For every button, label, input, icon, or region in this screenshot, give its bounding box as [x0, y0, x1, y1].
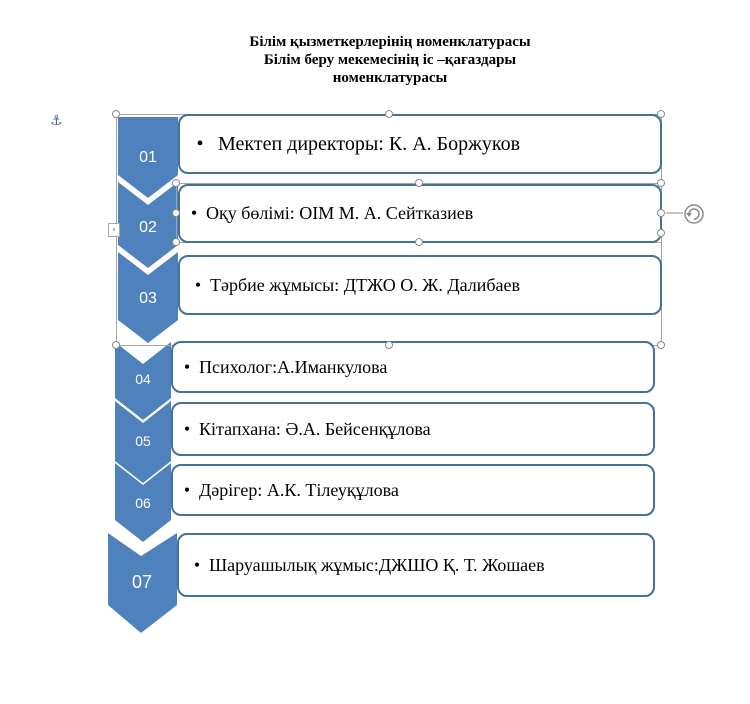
step-text-01: Мектеп директоры: К. А. Боржуков — [218, 132, 521, 155]
step-text-03: Тәрбие жұмысы: ДТЖО О. Ж. Далибаев — [210, 274, 521, 295]
bullet: • — [193, 554, 201, 575]
rotate-handle-icon[interactable] — [683, 203, 705, 225]
step-text-02: Оқу бөлімі: ОІМ М. А. Сейтказиев — [206, 203, 474, 223]
bullet: • — [194, 274, 202, 295]
bullet: • — [183, 418, 191, 439]
chevron-left-icon[interactable]: ‹ — [108, 223, 120, 237]
title-line-1: Білім қызметкерлерінің номенклатурасы — [249, 34, 531, 50]
title-line-3: номенклатурасы — [332, 70, 448, 86]
step-number-06: 06 — [135, 495, 151, 511]
bullet: • — [183, 479, 191, 500]
step-number-01: 01 — [139, 149, 157, 166]
step-number-04: 04 — [135, 371, 151, 387]
bullet: • — [190, 203, 198, 223]
step-text-04: Психолог:А.Иманкулова — [199, 356, 388, 377]
anchor-icon[interactable]: ⚓ — [50, 113, 63, 129]
step-number-03: 03 — [139, 290, 157, 307]
step-text-05: Кітапхана: Ә.А. Бейсенқұлова — [199, 418, 431, 439]
step-number-02: 02 — [139, 219, 157, 236]
bullet: • — [196, 132, 204, 155]
step-text-07: Шаруашылық жұмыс:ДЖШО Қ. Т. Жошаев — [209, 554, 545, 575]
bullet: • — [183, 356, 191, 377]
title-line-2: Білім беру мекемесінің іс –қағаздары — [263, 52, 517, 68]
step-number-05: 05 — [135, 433, 151, 449]
step-text-06: Дәрігер: А.К. Тілеуқұлова — [199, 479, 399, 500]
step-number-07: 07 — [131, 572, 153, 592]
